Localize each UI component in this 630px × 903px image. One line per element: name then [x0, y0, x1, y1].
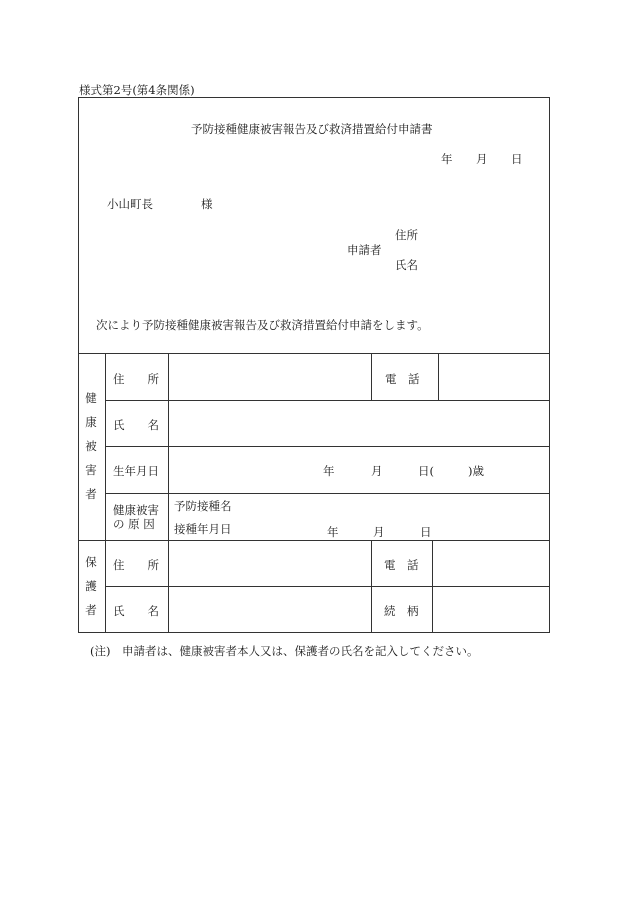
relation-field[interactable]: [433, 587, 549, 632]
birthdate-field[interactable]: [169, 447, 549, 492]
footnote: (注) 申請者は、健康被害者本人又は、保護者の氏名を記入してください。: [90, 644, 479, 658]
guardian-address-label: 住 所: [113, 558, 159, 572]
guardian-section-label: 保 護 者: [85, 555, 97, 617]
vaccine-name-label: 予防接種名: [174, 499, 232, 513]
birthdate-label: 生年月日: [113, 464, 159, 478]
intro-text: 次により予防接種健康被害報告及び救済措置給付申請をします。: [96, 318, 429, 332]
guardian-name-field[interactable]: [169, 587, 370, 632]
victim-phone-field[interactable]: [439, 354, 549, 399]
victim-name-field[interactable]: [169, 401, 549, 445]
cause-field[interactable]: [240, 494, 549, 539]
applicant-address-label: 住所: [395, 228, 418, 242]
vac-day-unit: 日: [420, 525, 432, 539]
birth-year-unit: 年: [323, 464, 335, 478]
victim-address-field[interactable]: [169, 354, 370, 399]
victim-name-label: 氏 名: [113, 418, 159, 432]
date-year-label: 年: [441, 152, 453, 166]
column-divider: [371, 540, 372, 633]
column-divider: [371, 353, 372, 400]
form-number: 様式第2号(第4条関係): [79, 83, 195, 97]
guardian-phone-label: 電 話: [384, 558, 419, 572]
date-day-label: 日: [511, 152, 523, 166]
applicant-name-label: 氏名: [395, 258, 418, 272]
cause-label-line1: 健康被害: [113, 503, 159, 517]
victim-phone-label: 電 話: [385, 372, 420, 386]
applicant-label: 申請者: [347, 243, 382, 257]
vaccination-date-label: 接種年月日: [174, 522, 232, 536]
column-divider: [105, 353, 106, 633]
cause-label-line2: の 原 因: [113, 517, 155, 531]
birth-day-unit: 日(: [418, 464, 434, 478]
guardian-address-field[interactable]: [169, 541, 370, 585]
relation-label: 続 柄: [384, 604, 419, 618]
addressee-name: 小山町長: [107, 197, 153, 211]
addressee-honorific: 様: [201, 197, 213, 211]
guardian-name-label: 氏 名: [113, 604, 159, 618]
vac-year-unit: 年: [327, 525, 339, 539]
age-unit: )歳: [468, 464, 484, 478]
victim-address-label: 住 所: [113, 372, 159, 386]
victim-section-label: 健 康 被 害 者: [85, 391, 97, 501]
form-title: 予防接種健康被害報告及び救済措置給付申請書: [191, 122, 433, 136]
vac-month-unit: 月: [373, 525, 385, 539]
birth-month-unit: 月: [371, 464, 383, 478]
date-month-label: 月: [476, 152, 488, 166]
guardian-phone-field[interactable]: [433, 541, 549, 585]
